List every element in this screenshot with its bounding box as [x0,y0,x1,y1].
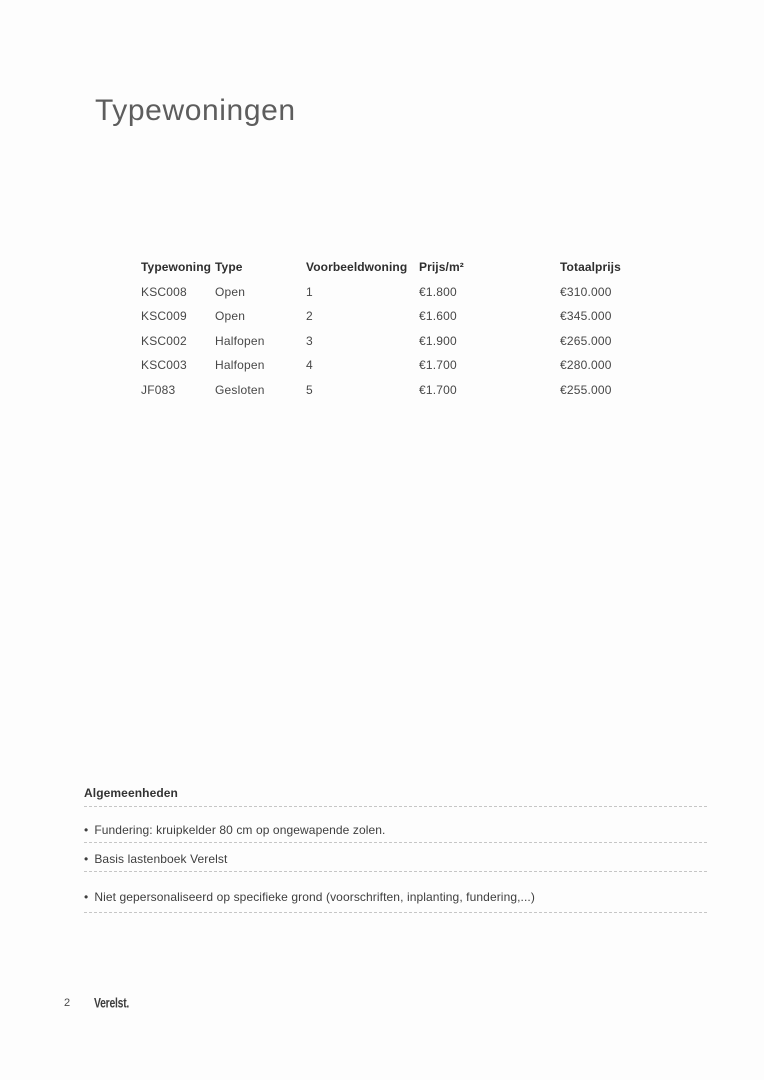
table-cell: 1 [306,284,313,299]
list-item-text: Fundering: kruipkelder 80 cm op ongewapende zolen. [94,823,386,837]
page-number: 2 [64,997,71,1009]
bullet-icon: • [84,890,89,904]
table-cell: €1.700 [419,382,457,397]
typewoningen-table [141,255,619,403]
list-item [84,823,386,837]
table-cell: Halfopen [215,358,265,373]
verelst-logo: Verelst. [94,995,130,1011]
table-cell: €255.000 [560,382,612,397]
table-cell: 3 [306,333,313,348]
table-cell: 2 [306,309,313,324]
list-item-text: Basis lastenboek Verelst [94,852,228,866]
divider [84,912,707,913]
table-cell: Open [215,309,246,324]
table-cell: €1.800 [419,284,457,299]
table-cell: €280.000 [560,358,612,373]
table-cell: KSC009 [141,309,187,324]
table-cell: JF083 [141,382,176,397]
divider [84,871,707,872]
column-header-prijs-m2: Prijs/m² [419,260,464,274]
list-item [84,852,227,866]
table-cell: €1.700 [419,358,457,373]
table-cell: €345.000 [560,309,612,324]
table-cell: Halfopen [215,333,265,348]
table-cell: 4 [306,358,313,373]
list-item [84,890,535,904]
section-heading: Algemeenheden [84,786,178,800]
page-title: Typewoningen [95,94,296,127]
column-header-totaalprijs: Totaalprijs [560,260,621,274]
table-cell: €310.000 [560,284,612,299]
bullet-icon: • [84,852,89,866]
column-header-type: Type [215,260,243,274]
bullet-icon: • [84,823,89,837]
table-cell: €1.600 [419,309,457,324]
table-cell: Gesloten [215,382,265,397]
divider [84,842,707,843]
table-cell: KSC003 [141,358,187,373]
algemeenheden-section [84,783,707,918]
table-cell: €265.000 [560,333,612,348]
divider [84,806,707,807]
table-cell: Open [215,284,246,299]
table-cell: KSC002 [141,333,187,348]
column-header-typewoning: Typewoning [141,260,212,274]
table-cell: €1.900 [419,333,457,348]
column-header-voorbeeldwoning: Voorbeeldwoning [306,260,408,274]
list-item-text: Niet gepersonaliseerd op specifieke grond (voorschriften, inplanting, fundering,...) [94,890,535,904]
table-cell: 5 [306,382,313,397]
table-cell: KSC008 [141,284,187,299]
